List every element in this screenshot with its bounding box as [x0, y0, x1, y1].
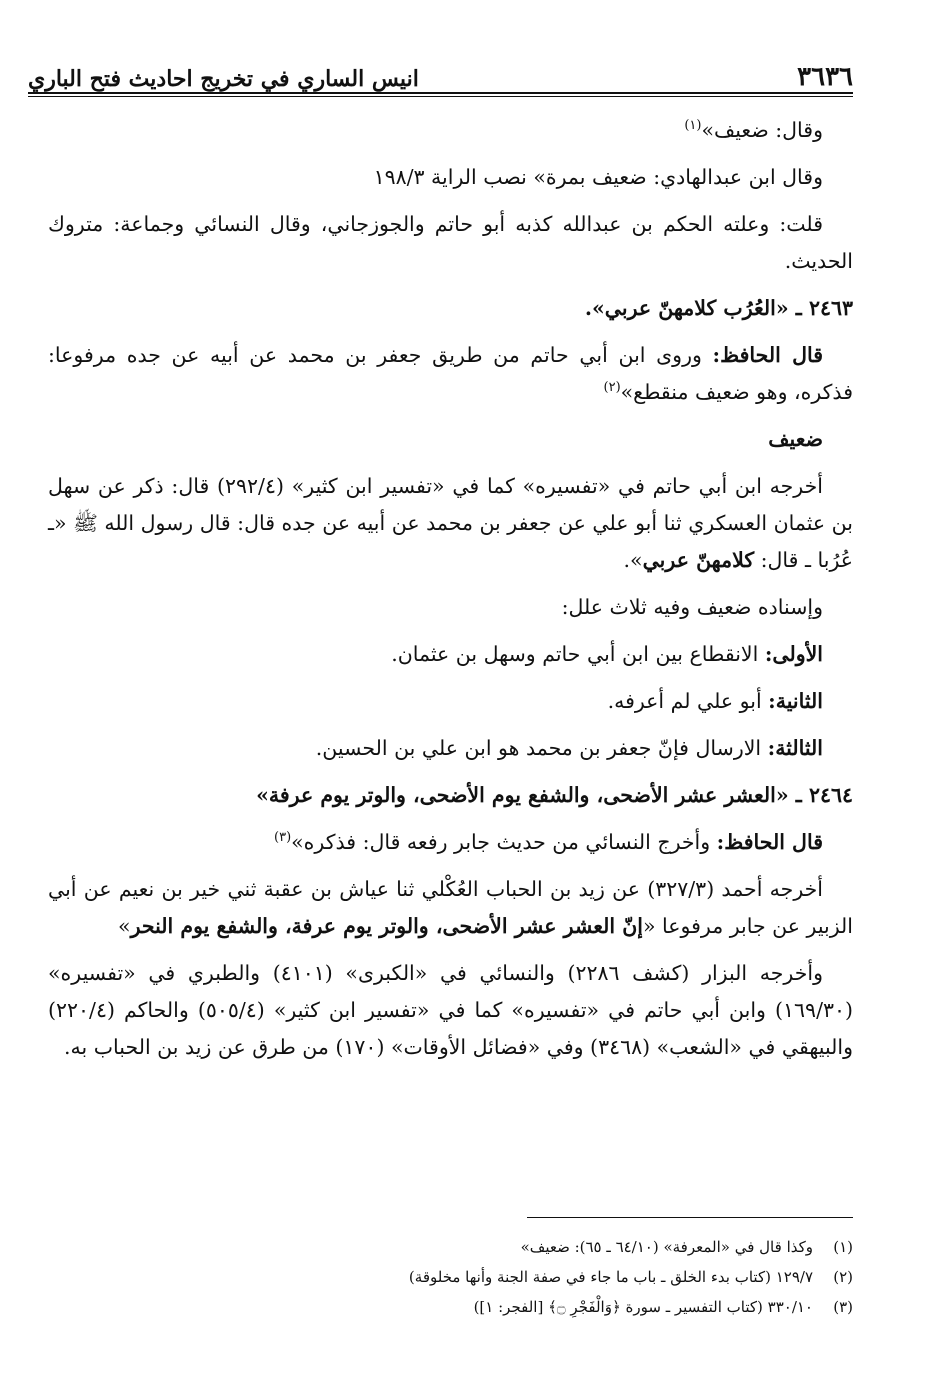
header-rule	[28, 92, 853, 94]
paragraph: قلت: وعلته الحكم بن عبدالله كذبه أبو حاتم والجوزجاني، وقال النسائي وجماعة: متروك الحديث.	[48, 212, 853, 273]
paragraph: الثالثة: الارسال فإنّ جعفر بن محمد هو ابن علي بن الحسين.	[315, 736, 823, 760]
grade-heading: ضعيف	[768, 427, 823, 451]
hadith-heading: ٢٤٦٣ ـ «العُرُب كلامهنّ عربي».	[584, 296, 853, 320]
paragraph: وإسناده ضعيف وفيه ثلاث علل:	[561, 595, 823, 619]
running-header	[28, 58, 853, 92]
paragraph: أخرجه أحمد (٣٢٧/٣) عن زيد بن الحباب العُكْلي ثنا عياش بن عقبة ثني خير بن نعيم عن أبي الزبير عن جابر مرفوعا «إنّ العشر عشر الأضحى، والوتر يوم عرفة، والشفع يوم النحر»	[48, 877, 853, 938]
main-text	[48, 112, 853, 1076]
paragraph: قال الحافظ: وأخرج النسائي من حديث جابر رفعه قال: فذكره»$^{(٣)}$	[274, 830, 823, 854]
paragraph: أخرجه ابن أبي حاتم في «تفسيره» كما في «تفسير ابن كثير» (٢٩٢/٤) قال: ذكر عن سهل بن عثمان العسكري ثنا أبو علي عن جعفر بن محمد عن أبيه عن جده قال: قال رسول الله ﷺ «ـ عُرُبا ـ قال: كلامهنّ عربي».	[48, 474, 853, 572]
footnote-ref: (٢)	[603, 380, 621, 396]
page-number: ٣٦٣٦	[797, 62, 853, 92]
paragraph: وقال ابن عبدالهادي: ضعيف بمرة» نصب الراية ١٩٨/٣	[373, 165, 823, 189]
paragraph: وأخرجه البزار (كشف ٢٢٨٦) والنسائي في «الكبرى» (٤١٠١) والطبري في «تفسيره» (١٦٩/٣٠) وابن أبي حاتم في «تفسيره» كما في «تفسير ابن كثير» (٥٠٥/٤) والحاكم (٢٢٠/٤) والبيهقي في «الشعب» (٣٤٦٨) وفي «فضائل الأوقات» (١٧٠) من طرق عن زيد بن الحباب به.	[48, 961, 853, 1059]
footnote-ref: (١)	[684, 118, 702, 134]
book-title: انيس الساري في تخريج احاديث فتح الباري	[28, 66, 419, 92]
paragraph: الأولى: الانقطاع بين ابن أبي حاتم وسهل بن عثمان.	[391, 642, 823, 666]
hadith-heading: ٢٤٦٤ ـ «العشر عشر الأضحى، والشفع يوم الأضحى، والوتر يوم عرفة»	[256, 783, 853, 807]
footnote-separator	[527, 1217, 853, 1218]
paragraph: الثانية: أبو علي لم أعرفه.	[607, 689, 823, 713]
footnote: (٢)١٢٩/٧ (كتاب بدء الخلق ـ باب ما جاء في صفة الجنة وأنها مخلوقة)	[408, 1268, 853, 1286]
footnote-ref: (٣)	[274, 830, 292, 846]
paragraph: قال الحافظ: وروى ابن أبي حاتم من طريق جعفر بن محمد عن أبيه عن جده مرفوعا: فذكره، وهو ضعيف منقطع»$^{(٢)}$	[48, 343, 853, 404]
footnotes	[48, 1232, 853, 1322]
footnote: (٣)٣٣٠/١٠ (كتاب التفسير ـ سورة ﴿وَالْفَجْرِ ۝﴾ [الفجر: ١])	[473, 1298, 853, 1316]
header-rule-thin	[28, 96, 853, 97]
footnote: (١)وكذا قال في «المعرفة» (٦٤/١٠ ـ ٦٥): ضعيف»	[520, 1238, 853, 1256]
paragraph: وقال: ضعيف»$^{(١)}$	[684, 118, 823, 142]
